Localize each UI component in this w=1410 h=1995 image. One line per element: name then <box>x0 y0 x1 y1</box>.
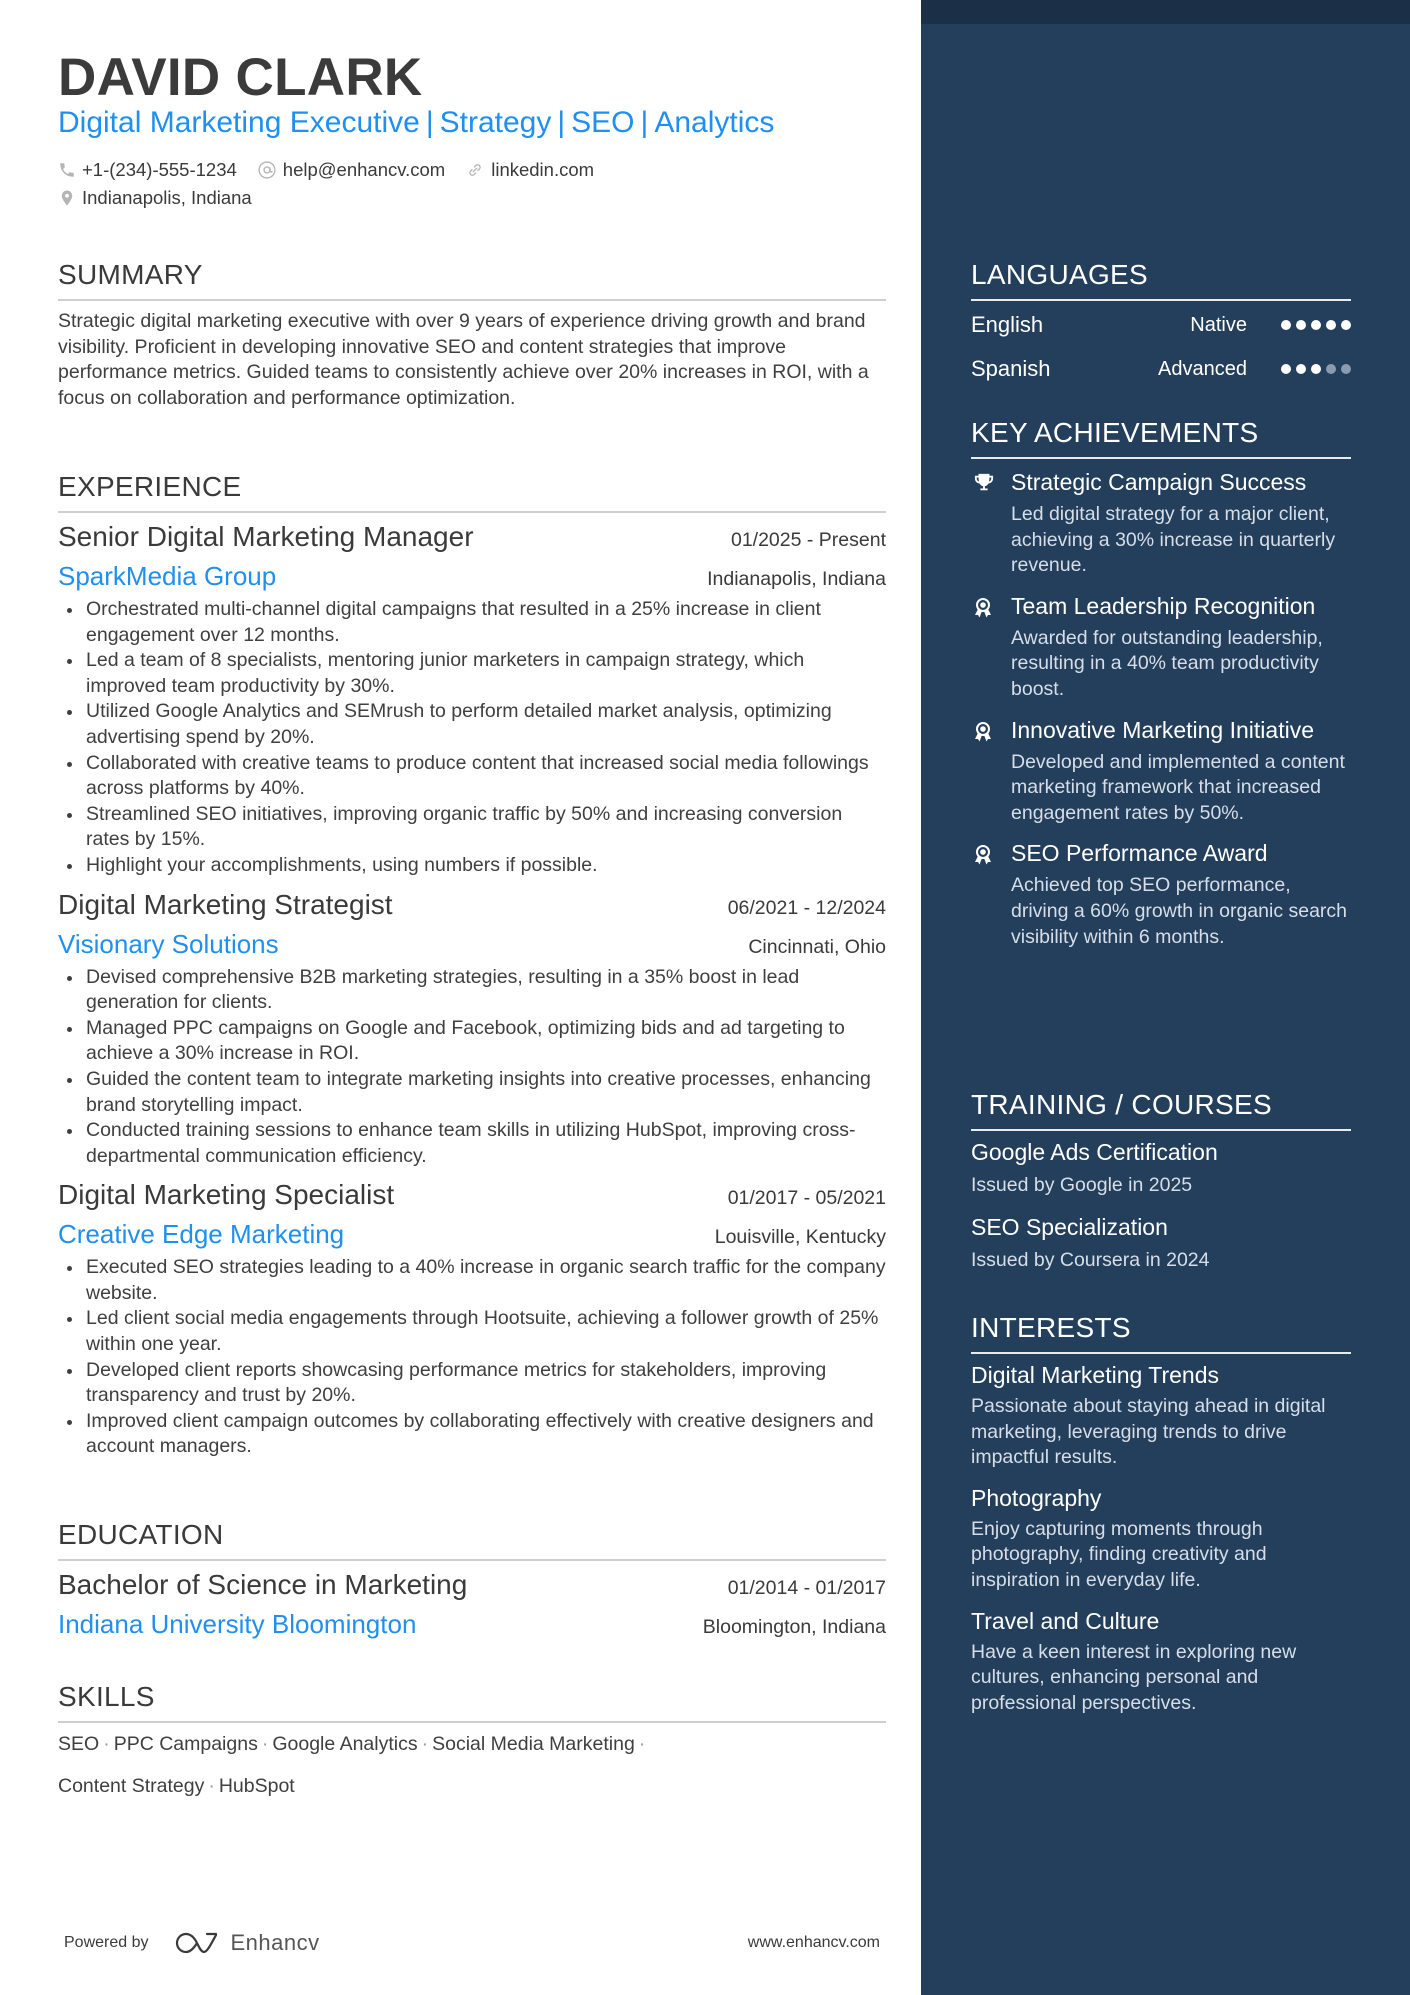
dot-filled <box>1281 320 1291 330</box>
job-title: Digital Marketing Specialist <box>58 1179 395 1211</box>
dot-filled <box>1341 320 1351 330</box>
divider <box>971 299 1351 301</box>
phone-icon <box>58 161 76 179</box>
language-name: English <box>971 312 1044 337</box>
job-title: Senior Digital Marketing Manager <box>58 521 474 552</box>
education-dates: 01/2014 - 01/2017 <box>727 1577 886 1599</box>
section-title: INTERESTS <box>971 1312 1131 1343</box>
dot-empty <box>1326 364 1336 374</box>
interest-item <box>971 1360 1351 1471</box>
headline-part: SEO <box>571 106 635 139</box>
bullet-item: Led a team of 8 specialists, mentoring junior marketers in campaign strategy, which improved team productivity by 30%. <box>58 648 886 699</box>
achievement-title: Team Leadership Recognition <box>1011 592 1316 619</box>
job-location: Indianapolis, Indiana <box>707 568 886 590</box>
experience-section <box>58 470 886 1460</box>
language-level: Advanced <box>1158 357 1247 380</box>
job-location: Cincinnati, Ohio <box>748 935 886 958</box>
section-title: SUMMARY <box>58 259 203 290</box>
achievement-item <box>971 591 1351 703</box>
skill-tag: PPC Campaigns <box>113 1733 258 1755</box>
experience-entry <box>58 519 886 879</box>
company-name[interactable]: Visionary Solutions <box>58 928 279 959</box>
enhancv-logo-icon <box>175 1930 221 1956</box>
interest-title: Travel and Culture <box>971 1607 1160 1634</box>
achievements-section <box>971 416 1351 950</box>
skill-separator: · <box>261 1733 269 1755</box>
achievement-title: Innovative Marketing Initiative <box>1011 716 1314 743</box>
divider <box>971 457 1351 459</box>
section-title: SKILLS <box>58 1681 155 1712</box>
bullet-item: Developed client reports showcasing performance metrics for stakeholders, improving transparency and trust by 20%. <box>58 1358 886 1409</box>
experience-entry <box>58 1177 886 1460</box>
degree: Bachelor of Science in Marketing <box>58 1569 468 1600</box>
headline-separator: | <box>425 106 434 139</box>
headline-part: Strategy <box>439 106 552 139</box>
experience-entry <box>58 887 886 1170</box>
language-item <box>971 347 1351 391</box>
summary-text: Strategic digital marketing executive with over 9 years of experience driving growth and brand visibility. Proficient in developing innovative SEO and content strategies that improve performance metrics. Guided teams to consistently achieve over 20% increases in ROI, with a focus on collaboration and performance optimization. <box>58 310 869 409</box>
languages-section <box>971 258 1351 391</box>
headline-separator: | <box>557 106 566 139</box>
link-icon <box>465 160 485 180</box>
proficiency-dots <box>1281 320 1351 330</box>
bullet-item: Guided the content team to integrate marketing insights into creative processes, enhancing brand storytelling impact. <box>58 1067 886 1118</box>
skills-row <box>58 1765 886 1807</box>
dot-filled <box>1326 320 1336 330</box>
job-dates: 01/2017 - 05/2021 <box>727 1187 886 1210</box>
dot-filled <box>1311 320 1321 330</box>
linkedin-text: linkedin.com <box>491 159 595 180</box>
divider <box>971 1129 1351 1131</box>
job-bullets <box>58 597 886 879</box>
dot-filled <box>1296 364 1306 374</box>
section-title: EXPERIENCE <box>58 471 242 502</box>
powered-by-label: Powered by <box>64 1934 149 1951</box>
achievement-item <box>971 838 1351 950</box>
skills-row <box>58 1723 886 1765</box>
course-issuer: Issued by Coursera in 2024 <box>971 1249 1210 1271</box>
brand-name: Enhancv <box>230 1930 320 1955</box>
skill-tag: HubSpot <box>218 1775 295 1797</box>
job-bullets <box>58 1255 886 1460</box>
achievement-item <box>971 715 1351 827</box>
dot-empty <box>1341 364 1351 374</box>
summary-section <box>58 258 886 411</box>
bullet-item: Devised comprehensive B2B marketing strategies, resulting in a 35% boost in lead generation for clients. <box>58 965 886 1016</box>
bullet-item: Orchestrated multi-channel digital campaigns that resulted in a 25% increase in client engagement over 12 months. <box>58 597 886 648</box>
education-entry <box>58 1567 886 1641</box>
bullet-item: Improved client campaign outcomes by collaborating effectively with creative designers and account managers. <box>58 1409 886 1460</box>
website-link[interactable]: www.enhancv.com <box>747 1934 880 1951</box>
divider <box>58 511 886 513</box>
location-contact <box>58 184 252 212</box>
bullet-item: Streamlined SEO initiatives, improving organic traffic by 50% and increasing conversion rates by 15%. <box>58 802 886 853</box>
phone-contact[interactable] <box>58 156 237 184</box>
course-title: SEO Specialization <box>971 1214 1168 1240</box>
skill-separator: · <box>638 1733 646 1755</box>
candidate-name: DAVID CLARK <box>58 48 423 107</box>
bullet-item: Led client social media engagements through Hootsuite, achieving a follower growth of 25% within one year. <box>58 1306 886 1357</box>
job-location: Louisville, Kentucky <box>714 1226 886 1249</box>
section-title: LANGUAGES <box>971 259 1148 290</box>
skill-tag: Google Analytics <box>272 1733 418 1755</box>
divider <box>58 1559 886 1561</box>
interests-section <box>971 1311 1351 1716</box>
achievement-desc: Led digital strategy for a major client, achieving a 30% increase in quarterly revenue. <box>1011 503 1336 577</box>
section-title: TRAINING / COURSES <box>971 1089 1272 1120</box>
language-name: Spanish <box>971 356 1051 381</box>
course-issuer: Issued by Google in 2025 <box>971 1174 1193 1196</box>
divider <box>971 1352 1351 1354</box>
at-icon <box>257 160 277 180</box>
map-pin-icon <box>58 188 76 208</box>
powered-by <box>64 1930 320 1956</box>
interest-title: Photography <box>971 1484 1102 1511</box>
job-dates: 06/2021 - 12/2024 <box>727 896 886 919</box>
language-item <box>971 303 1351 347</box>
proficiency-dots <box>1281 364 1351 374</box>
headline-separator: | <box>640 106 649 139</box>
headline-part: Analytics <box>654 106 775 139</box>
skill-separator: · <box>103 1733 110 1755</box>
interest-desc: Have a keen interest in exploring new cultures, enhancing personal and professional perspectives. <box>971 1640 1297 1714</box>
section-title: KEY ACHIEVEMENTS <box>971 417 1259 448</box>
contact-info <box>58 156 886 212</box>
skill-separator: · <box>421 1733 429 1755</box>
award-medal-icon <box>973 721 993 743</box>
headline-part: Digital Marketing Executive <box>58 106 420 139</box>
school-name[interactable]: Indiana University Bloomington <box>58 1609 417 1639</box>
linkedin-contact[interactable] <box>465 156 594 184</box>
achievement-desc: Achieved top SEO performance, driving a 60% growth in organic search visibility within 6 months. <box>1011 874 1348 948</box>
interest-desc: Passionate about staying ahead in digital marketing, leveraging trends to drive impactful results. <box>971 1395 1326 1469</box>
bullet-item: Utilized Google Analytics and SEMrush to perform detailed market analysis, optimizing advertising spend by 20%. <box>58 699 886 750</box>
job-bullets <box>58 965 886 1170</box>
email-contact[interactable] <box>257 156 445 184</box>
award-medal-icon <box>973 844 993 866</box>
footer <box>64 1928 880 1958</box>
headline <box>58 104 774 142</box>
dot-filled <box>1281 364 1291 374</box>
divider <box>58 299 886 301</box>
interest-item <box>971 1483 1351 1594</box>
section-title: EDUCATION <box>58 1519 224 1550</box>
brand-logo[interactable] <box>175 1930 320 1956</box>
bullet-item: Collaborated with creative teams to produce content that increased social media followings across platforms by 40%. <box>58 751 886 802</box>
training-section <box>971 1088 1351 1275</box>
achievement-title: Strategic Campaign Success <box>1011 469 1307 495</box>
bullet-item: Executed SEO strategies leading to a 40% increase in organic search traffic for the company website. <box>58 1255 886 1306</box>
sidebar-top-band <box>921 0 1410 24</box>
interest-item <box>971 1606 1351 1717</box>
skills-section <box>58 1680 886 1807</box>
achievement-desc: Awarded for outstanding leadership, resulting in a 40% team productivity boost. <box>1011 626 1323 700</box>
bullet-item: Conducted training sessions to enhance team skills in utilizing HubSpot, improving cross-departmental communication efficiency. <box>58 1118 886 1169</box>
achievement-desc: Developed and implemented a content marketing framework that increased engagement rates by 50%. <box>1011 750 1345 824</box>
course-item <box>971 1137 1351 1200</box>
dot-filled <box>1311 364 1321 374</box>
email-text: help@enhancv.com <box>282 159 446 180</box>
company-name[interactable]: Creative Edge Marketing <box>58 1219 345 1250</box>
interest-title: Digital Marketing Trends <box>971 1362 1219 1388</box>
interest-desc: Enjoy capturing moments through photography, finding creativity and inspiration in everyday life. <box>971 1517 1267 1591</box>
achievement-item <box>971 467 1351 579</box>
language-level: Native <box>1190 313 1247 336</box>
course-item <box>971 1212 1351 1275</box>
education-section <box>58 1518 886 1641</box>
sidebar <box>921 0 1410 1995</box>
achievement-title: SEO Performance Award <box>1011 840 1268 867</box>
skill-tag: Content Strategy <box>58 1775 205 1797</box>
education-location: Bloomington, Indiana <box>702 1616 886 1638</box>
company-name[interactable]: SparkMedia Group <box>58 561 277 591</box>
award-medal-icon <box>973 597 993 619</box>
bullet-item: Highlight your accomplishments, using numbers if possible. <box>58 853 886 879</box>
dot-filled <box>1296 320 1306 330</box>
job-title: Digital Marketing Strategist <box>58 888 393 920</box>
skill-tag: Social Media Marketing <box>432 1733 635 1755</box>
skill-separator: · <box>208 1775 215 1797</box>
job-dates: 01/2025 - Present <box>730 529 886 551</box>
skill-tag: SEO <box>58 1733 100 1755</box>
course-title: Google Ads Certification <box>971 1139 1218 1165</box>
location-text: Indianapolis, Indiana <box>82 187 252 208</box>
bullet-item: Managed PPC campaigns on Google and Facebook, optimizing bids and ad targeting to achieve a 30% increase in ROI. <box>58 1016 886 1067</box>
trophy-icon <box>973 473 995 493</box>
phone-text: +1-(234)-555-1234 <box>82 159 237 180</box>
